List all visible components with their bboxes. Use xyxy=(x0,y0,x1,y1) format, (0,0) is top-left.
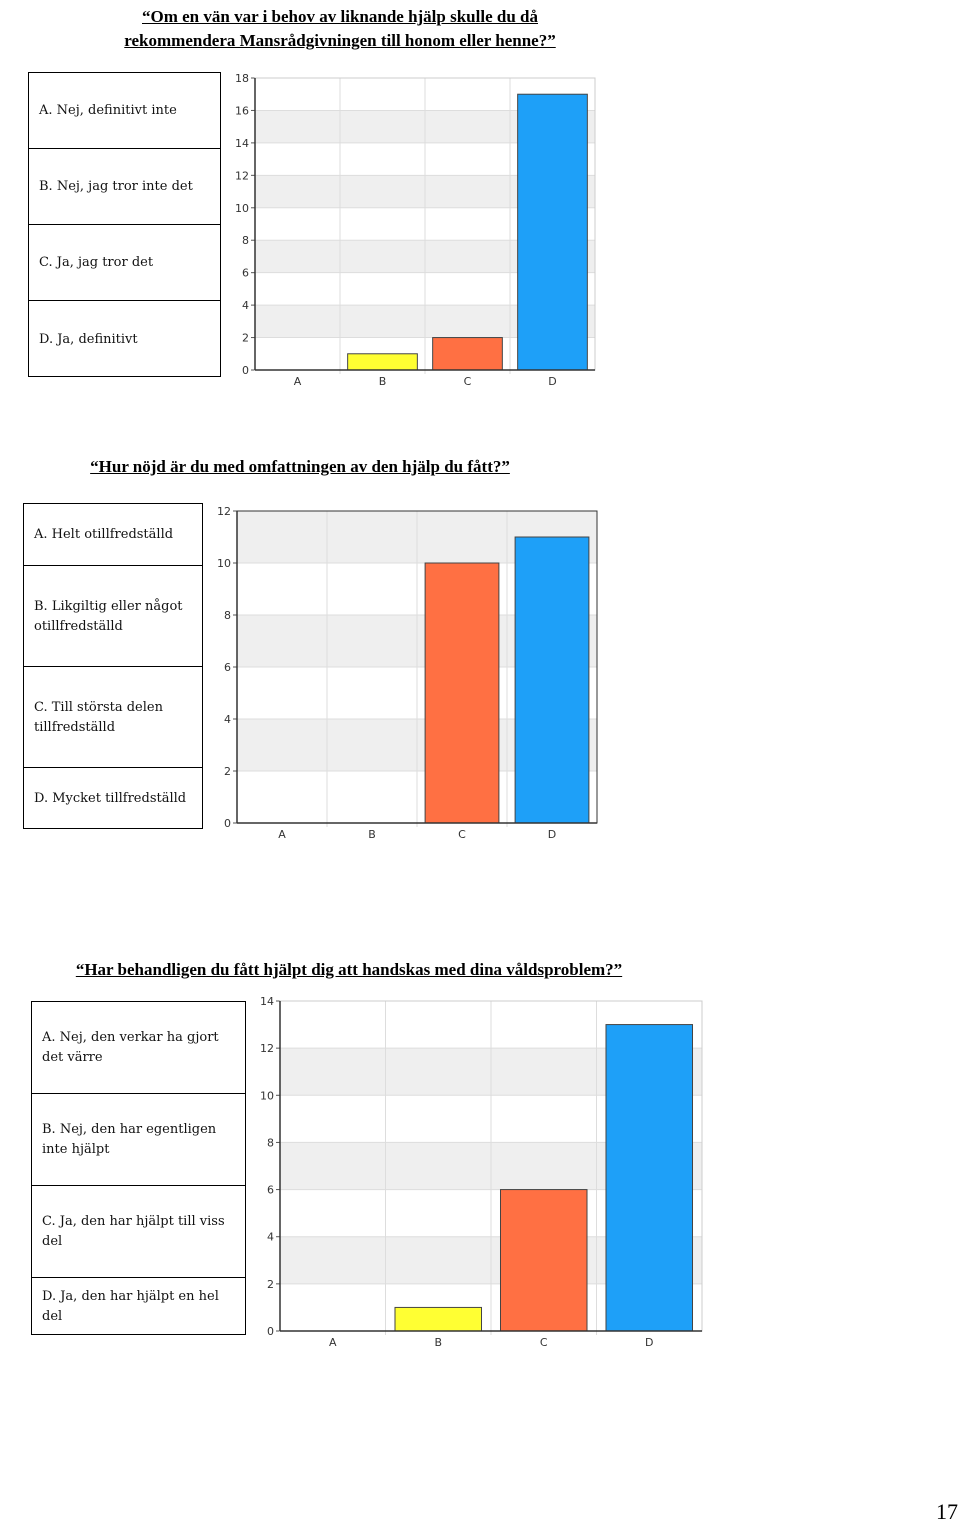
legend-item xyxy=(29,301,220,378)
page-number: 17 xyxy=(936,1499,958,1524)
legend-item-label: C. Till största delen tillfredställd xyxy=(34,699,163,735)
legend-item xyxy=(24,566,202,667)
legend-item-label: A. Nej, den verkar ha gjort det värre xyxy=(42,1030,219,1065)
x-tick-label: A xyxy=(293,375,302,388)
chart-3-legend xyxy=(31,1001,246,1335)
x-tick-label: D xyxy=(547,828,557,841)
y-tick-label: 12 xyxy=(235,169,249,183)
x-tick-label: D xyxy=(645,1336,654,1349)
y-tick-label: 8 xyxy=(224,609,231,622)
chart-3-title xyxy=(29,958,669,982)
x-tick-label: B xyxy=(368,828,376,841)
y-tick-label: 8 xyxy=(267,1136,274,1150)
x-tick-label: A xyxy=(278,828,286,841)
y-tick-label: 6 xyxy=(242,266,249,280)
y-tick-label: 10 xyxy=(260,1089,274,1103)
chart-2-title xyxy=(0,455,620,479)
y-tick-label: 2 xyxy=(224,765,231,778)
legend-item-label: C. Ja, den har hjälpt till viss del xyxy=(42,1214,225,1249)
chart-title-line: rekommendera Mansrådgivningen till honom eller henne?” xyxy=(124,31,556,50)
bar-C xyxy=(433,338,503,370)
chart-2-plot xyxy=(205,503,600,843)
bar-B xyxy=(348,354,418,370)
y-tick-label: 0 xyxy=(224,817,231,830)
legend-item xyxy=(24,667,202,768)
y-tick-label: 6 xyxy=(224,661,231,674)
legend-item xyxy=(24,504,202,566)
chart-1-plot xyxy=(225,68,600,393)
y-tick-label: 12 xyxy=(260,1042,274,1056)
legend-item xyxy=(29,225,220,301)
x-tick-label: C xyxy=(463,375,472,388)
legend-item-label: D. Ja, den har hjälpt en hel del xyxy=(42,1289,219,1324)
chart-3-plot xyxy=(250,993,705,1353)
legend-item xyxy=(32,1002,245,1094)
bar-D xyxy=(515,537,589,823)
chart-title-line: “Har behandligen du fått hjälpt dig att handskas med dina våldsproblem?” xyxy=(75,960,623,979)
y-tick-label: 6 xyxy=(267,1183,274,1197)
y-tick-label: 4 xyxy=(267,1230,274,1244)
y-tick-label: 10 xyxy=(235,201,249,215)
x-tick-label: C xyxy=(458,828,466,841)
legend-item-label: D. Ja, definitivt xyxy=(39,331,138,347)
legend-item-label: B. Likgiltig eller något otillfredställd xyxy=(34,598,183,634)
bar-C xyxy=(500,1190,587,1331)
chart-2-legend xyxy=(23,503,203,829)
legend-item xyxy=(32,1278,245,1336)
legend-item xyxy=(29,73,220,149)
legend-item-label: A. Helt otillfredställd xyxy=(34,527,174,542)
y-tick-label: 14 xyxy=(260,995,274,1008)
y-tick-label: 14 xyxy=(235,136,249,150)
y-tick-label: 2 xyxy=(242,331,249,345)
bar-D xyxy=(606,1025,693,1331)
legend-item-label: B. Nej, jag tror inte det xyxy=(39,179,193,194)
x-tick-label: B xyxy=(434,1336,443,1349)
y-tick-label: 2 xyxy=(267,1277,274,1291)
legend-item xyxy=(32,1186,245,1278)
y-tick-label: 10 xyxy=(217,557,231,570)
y-tick-label: 4 xyxy=(242,299,249,313)
y-tick-label: 18 xyxy=(235,72,249,85)
bar-B xyxy=(395,1307,482,1331)
chart-1-legend xyxy=(28,72,221,377)
x-tick-label: C xyxy=(539,1336,548,1349)
y-tick-label: 8 xyxy=(242,234,249,248)
bar-D xyxy=(518,94,588,370)
chart-1-title xyxy=(20,5,660,53)
bar-C xyxy=(425,563,499,823)
legend-item-label: B. Nej, den har egentligen inte hjälpt xyxy=(42,1122,217,1157)
legend-item xyxy=(29,149,220,225)
y-tick-label: 0 xyxy=(242,364,249,377)
legend-item-label: A. Nej, definitivt inte xyxy=(39,103,177,118)
chart-title-line: “Hur nöjd är du med omfattningen av den hjälp du fått?” xyxy=(90,457,510,476)
y-tick-label: 12 xyxy=(217,505,231,518)
y-tick-label: 16 xyxy=(235,104,249,118)
y-tick-label: 0 xyxy=(267,1325,274,1338)
legend-item xyxy=(24,768,202,830)
y-tick-label: 4 xyxy=(224,713,231,726)
legend-item-label: C. Ja, jag tror det xyxy=(39,255,154,270)
legend-item xyxy=(32,1094,245,1186)
legend-item-label: D. Mycket tillfredställd xyxy=(34,791,187,806)
x-tick-label: A xyxy=(328,1336,337,1349)
x-tick-label: B xyxy=(378,375,387,388)
chart-title-line: “Om en vän var i behov av liknande hjälp skulle du då xyxy=(142,7,538,26)
x-tick-label: D xyxy=(548,375,557,388)
